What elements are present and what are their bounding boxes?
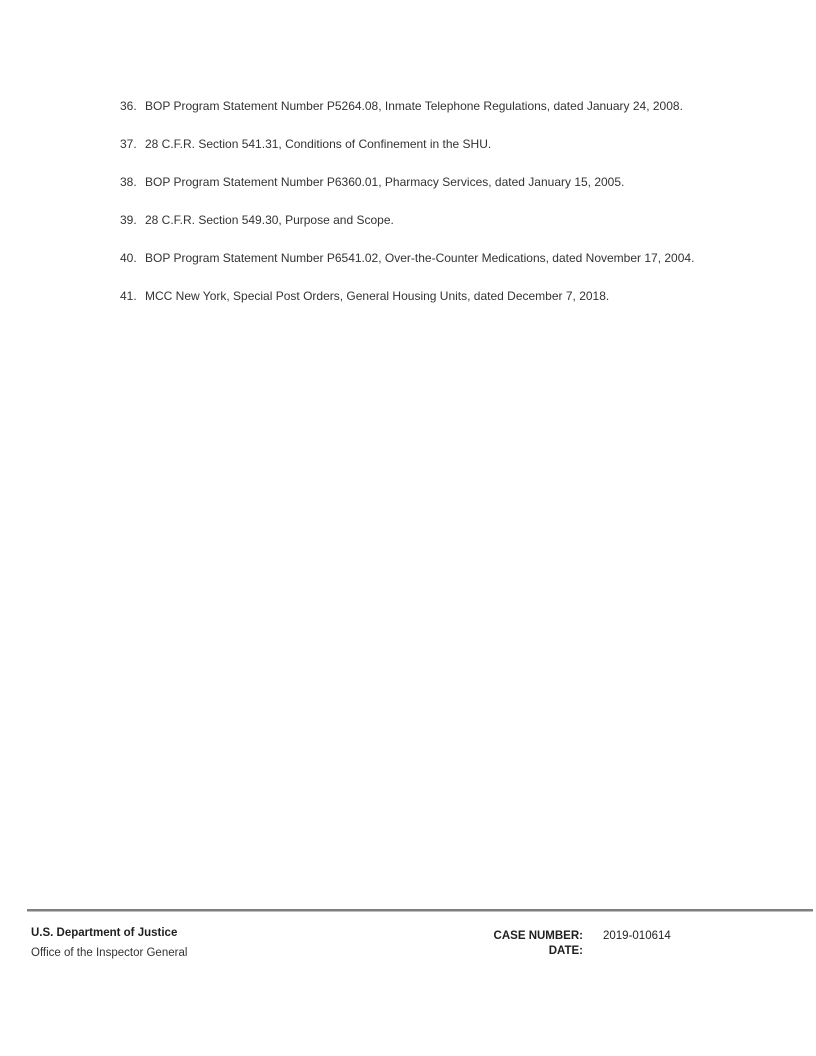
list-item-number: 40. bbox=[120, 251, 137, 265]
case-number-value: 2019-010614 bbox=[603, 930, 671, 942]
footer-agency-block bbox=[31, 923, 187, 963]
list-item-number: 36. bbox=[120, 99, 137, 113]
list-item-number: 37. bbox=[120, 137, 137, 151]
case-number-label: CASE NUMBER: bbox=[493, 930, 583, 942]
list-item-text: BOP Program Statement Number P5264.08, Inmate Telephone Regulations, dated January 24, 2008. bbox=[145, 99, 683, 113]
list-item-text: 28 C.F.R. Section 541.31, Conditions of Confinement in the SHU. bbox=[145, 137, 492, 151]
reference-list bbox=[120, 97, 710, 325]
list-item-text: BOP Program Statement Number P6360.01, Pharmacy Services, dated January 15, 2005. bbox=[145, 175, 625, 189]
date-value bbox=[603, 944, 671, 959]
list-item bbox=[120, 135, 710, 154]
list-item-number: 38. bbox=[120, 175, 137, 189]
list-item-text: BOP Program Statement Number P6541.02, Over-the-Counter Medications, dated November 17, 2004. bbox=[145, 251, 695, 265]
list-item bbox=[120, 211, 710, 230]
footer-case-block bbox=[470, 929, 671, 959]
list-item-text: 28 C.F.R. Section 549.30, Purpose and Scope. bbox=[145, 213, 394, 227]
date-label: DATE: bbox=[548, 945, 583, 957]
list-item-text: MCC New York, Special Post Orders, General Housing Units, dated December 7, 2018. bbox=[145, 289, 610, 303]
footer-divider bbox=[27, 909, 813, 912]
list-item bbox=[120, 287, 710, 306]
footer-agency-name: U.S. Department of Justice bbox=[31, 927, 178, 939]
list-item bbox=[120, 173, 710, 192]
footer-office-name: Office of the Inspector General bbox=[31, 947, 188, 959]
list-item bbox=[120, 97, 710, 116]
list-item bbox=[120, 249, 710, 268]
list-item-number: 39. bbox=[120, 213, 137, 227]
list-item-number: 41. bbox=[120, 289, 137, 303]
